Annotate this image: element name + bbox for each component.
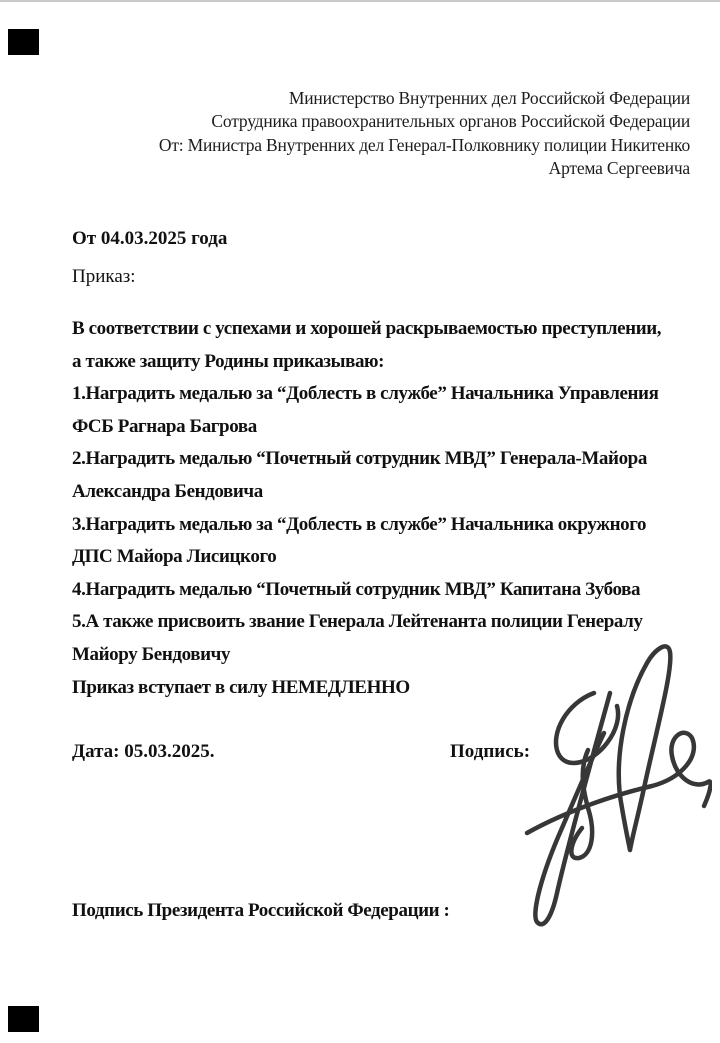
- header-line-ministry: Министерство Внутренних дел Российской Федерации: [288, 88, 690, 108]
- header-line-employee: Сотрудника правоохранительных органов Российской Федерации: [211, 111, 690, 132]
- body-line-2: а также защиту Родины приказываю:: [72, 350, 385, 372]
- body-line-7: 3.Наградить медалью за “Доблесть в службе” Начальника окружного: [72, 513, 647, 535]
- order-date-line: От 04.03.2025 года: [72, 228, 228, 249]
- order-label: Приказ:: [72, 266, 136, 287]
- body-line-9: 4.Наградить медалью “Почетный сотрудник МВД” Капитана Зубова: [72, 578, 641, 600]
- header-line-from: От: Министра Внутренних дел Генерал-Полковнику полиции Никитенко: [158, 134, 690, 155]
- president-signature-line: Подпись Президента Российской Федерации :: [72, 900, 450, 921]
- body-line-11: Майору Бендовичу: [72, 643, 231, 665]
- body-line-1: В соответствии с успехами и хорошей раскрываемостью преступлении,: [72, 318, 662, 339]
- footer-signature-label: Подпись:: [450, 741, 531, 762]
- header-line-name: Артема Сергеевича: [548, 158, 690, 179]
- body-line-10: 5.А также присвоить звание Генерала Лейтенанта полиции Генералу: [72, 611, 643, 633]
- body-line-4: ФСБ Рагнара Багрова: [72, 415, 257, 437]
- body-line-6: Александра Бендовича: [72, 480, 263, 502]
- body-line-12: Приказ вступает в силу НЕМЕДЛЕННО: [72, 676, 410, 698]
- page-top-edge: [0, 0, 720, 2]
- page-corner-mark-top: [8, 29, 39, 55]
- footer-date-label: Дата: 05.03.2025.: [72, 741, 215, 762]
- signature-scribble-icon: [522, 638, 712, 938]
- body-line-5: 2.Наградить медалью “Почетный сотрудник МВД” Генерала-Майора: [72, 448, 647, 470]
- page-corner-mark-bottom: [8, 1006, 39, 1032]
- body-line-3: 1.Наградить медалью за “Доблесть в службе” Начальника Управления: [72, 383, 659, 405]
- document-header: [159, 87, 690, 181]
- body-line-8: ДПС Майора Лисицкого: [72, 546, 277, 568]
